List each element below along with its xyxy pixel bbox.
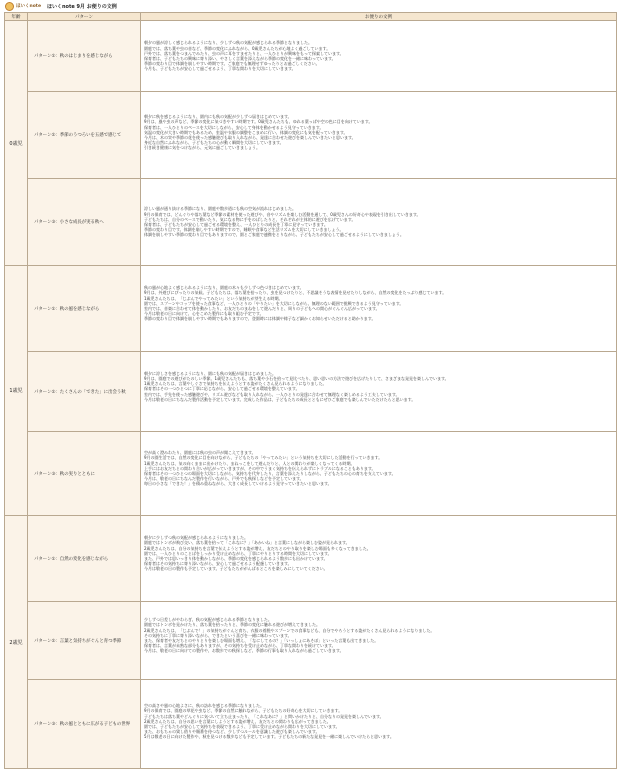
header-pattern: パターン bbox=[28, 13, 141, 21]
table-header-row bbox=[5, 13, 617, 21]
table-row bbox=[5, 179, 617, 266]
logo-icon bbox=[5, 2, 14, 11]
example-line: 園庭ではトンボが飛び交い、落ち葉を拾って「これなに？」「あかいね」と言葉にしながら楽しむ姿が見られます。 bbox=[144, 540, 350, 546]
example-line: 秋の風が心地よく感じられるようになり、園庭の木々も少しずつ色づきはじめています。 bbox=[144, 285, 304, 291]
age-cell: 0歳児 bbox=[5, 21, 28, 266]
example-text bbox=[144, 196, 613, 248]
example-line: 身近な自然にふれながら、子どもたちの心が動く瞬間を大切にしていきます。 bbox=[144, 140, 284, 146]
example-line: 園では、スプーンやコップを使った食事など、一人ひとりの「やりたい」を大切にしながら、無理のない範囲で挑戦できるよう見守っています。 bbox=[144, 300, 404, 306]
example-line: 今月は、敬老の日に向けての製作や、お散歩での秋探しなど、季節の行事も取り入れながら過ごしていきます。 bbox=[144, 648, 344, 654]
example-line: 保育者はその一つひとつに丁寧に応じながら、安心して過ごせる環境を整えています。 bbox=[144, 386, 300, 392]
example-line: 室内では、音楽に合わせて体を動かしたり、お友だちのまねをして遊んだりと、周りの子どもへの関心がぐんぐん広がっています。 bbox=[144, 305, 380, 311]
example-line: 今月も、子どもたちが安心して過ごせるよう、丁寧な関わりを大切にしていきます。 bbox=[144, 66, 296, 72]
example-line: 毎日の小さな「できた！」を積み重ねながら、大きく成長していけるよう見守っていきたいと思います。 bbox=[144, 481, 332, 487]
example-line: 2歳児さんたちは、自分の思いを言葉にしようとする姿が増え、友だちとの関わりも広がってきました。 bbox=[144, 718, 331, 724]
pattern-cell: パターン②：言葉と気持ちがぐんと育つ季節 bbox=[28, 602, 141, 680]
example-text bbox=[144, 366, 613, 418]
pattern-cell: パターン①：自然の変化を感じながら bbox=[28, 516, 141, 602]
example-line: 園では、子どもたちが安心して気持ちを表現できるよう、丁寧に受け止めながら関わりを大切にしています。 bbox=[144, 724, 340, 729]
example-line: 9月の園生活では、自然の変化に目を向けながら、子どもたちの「やってみたい」という気持ちを大切にした活動を行っていきます。 bbox=[144, 455, 383, 461]
table-row bbox=[5, 516, 617, 602]
example-line: 気温の変化が大きい時期でもあるため、室温や衣服の調整をこまめに行い、体調の変化にも気を配っていきます。 bbox=[144, 129, 348, 135]
example-line bbox=[144, 664, 613, 669]
example-line: 9月の保育では、どんぐりや落ち葉など季節の素材を使った遊びや、音やリズムを楽しむ活動を通して、0歳児さんの好奇心や表現を引き出していきます。 bbox=[144, 211, 421, 217]
table-row bbox=[5, 432, 617, 516]
table-row bbox=[5, 92, 617, 179]
example-text-cell bbox=[141, 266, 617, 352]
example-line: 2歳児さんたちは、自分の気持ちを言葉で伝えようとする姿が増え、友だちとのやり取りを楽しむ場面も多くなってきました。 bbox=[144, 545, 371, 551]
example-line: 上手にはお友だちとの関わり合いが広がっていきますが、その中でうまく気持ちを伝えられずにトラブルになることもあります。 bbox=[144, 465, 376, 471]
example-line bbox=[144, 497, 613, 502]
pattern-cell: パターン③：秋の風とともに広がる子どもの世界 bbox=[28, 680, 141, 769]
example-line: 季節の変わり目で体調を崩しやすい時期です。ご家庭でも無理せずゆったりとお過ごしください。 bbox=[144, 61, 320, 67]
example-line: 今月は敬老の日に向けて、心をこめた製作にも取り組む予定です。 bbox=[144, 311, 264, 317]
example-line: 今月は敬老の日にちなんだ製作活動を予定しています。完成した作品は、子どもたちの成長とともにぜひご家庭でも楽しんでいただけたらと思います。 bbox=[144, 396, 416, 402]
example-line: また、おもちゃの貸し借りや順番を待つなど、少しずつルールを意識した遊びも楽しんでいます。 bbox=[144, 729, 320, 735]
example-text bbox=[144, 612, 613, 669]
pattern-cell: パターン①：秋の風を感じながら bbox=[28, 266, 141, 352]
example-line: 5月は敬老の日に向けた製作や、秋を見つける散歩なども予定しています。子どもたちの新たな発見を一緒に楽しんでいけたらと思います。 bbox=[144, 734, 394, 740]
template-table bbox=[4, 12, 617, 769]
example-line bbox=[144, 161, 613, 166]
example-line: 1歳児さんたちは、気の向くままに出かけたり、まねっこをして遊んだりと、人との関わりが楽しくなってくる時期。 bbox=[144, 460, 355, 466]
example-line: 9月は、外遊びにぴったりの気候。子どもたちは、落ち葉を拾ったり、虫を見つけたりと、不思議そうな表情を見せたりしながら、自然の変化をたっぷり感じています。 bbox=[144, 290, 447, 296]
example-line: 9月の保育では、園庭の草花や虫など、季節の自然に触れながら、子どもたちの好奇心を大切にしていきます。 bbox=[144, 708, 343, 714]
example-line: 園では、一人ひとりのことばをしっかり受け止めながら、丁寧にやりとりする時間を大切にしています。 bbox=[144, 550, 332, 556]
example-line: 9月は、風や虫の声など、季節の変化に気づきやすい時期です。0歳児さんたちも、ゆれる葉っぱや空の色に目を向けています。 bbox=[144, 119, 373, 125]
example-line: 引き続き健康に気をつけながら、元気に過ごしていきましょう。 bbox=[144, 145, 260, 151]
example-line bbox=[144, 412, 613, 417]
example-line bbox=[144, 243, 613, 248]
logo-text: ほいくnote bbox=[16, 4, 41, 9]
example-line: 今月は、木の実や季節の花を使った感触遊びも取り入れながら、発達に合わせた遊びを楽しんでいきたいと思います。 bbox=[144, 135, 356, 140]
example-line: 保育者はその一つひとつの場面を大切にしながら、気持ちを代弁したり、言葉を添えたりしながら、子どもたちの心の育ちを支えています。 bbox=[144, 470, 396, 476]
logo bbox=[5, 2, 41, 11]
example-line: 体調を崩しやすい季節の変わり目でもありますので、園とご家庭で連携をとりながら、子どもたちが安心して過ごせるようにしていきましょう。 bbox=[144, 232, 404, 238]
example-text-cell bbox=[141, 602, 617, 680]
example-line bbox=[144, 77, 613, 82]
example-text bbox=[144, 445, 613, 502]
example-line: 季節の変わり目です。体調を崩しやすい時期ですので、睡眠や食事など生活リズムを大切にしていきましょう。 bbox=[144, 227, 344, 233]
example-line: 涼しい風が通り抜ける季節になり、園庭や散歩道にも秋の空気が流れはじめました。 bbox=[144, 206, 296, 212]
example-line: 空の高さや風の心地よさに、秋の訪れを感じる季節になりました。 bbox=[144, 703, 264, 709]
table-row bbox=[5, 352, 617, 432]
example-line: 2歳児さんたちは、「じぶんで！」の気持ちがぐんと育ち、衣服の着脱やスプーンでの食事なども、自分でやろうとする姿がたくさん見られるようになりました。 bbox=[144, 627, 435, 633]
example-line bbox=[144, 745, 613, 750]
example-line: 子どもたちは、自分のペースで動いたり、気になる物に手をのばしたりと、それぞれが主体的に遊びを広げています。 bbox=[144, 216, 356, 222]
example-line: 園庭では、落ち葉や虫の音など、季節の変化にふれながら、0歳児さんたちが心地よく過ごしています。 bbox=[144, 45, 331, 51]
example-line: 空が高く澄みわたり、園庭には秋の虫の声が聞こえてきます。 bbox=[144, 450, 256, 456]
example-text-cell bbox=[141, 21, 617, 92]
example-text-cell bbox=[141, 92, 617, 179]
example-text-cell bbox=[141, 432, 617, 516]
pattern-cell: パターン③：秋の実りとともに bbox=[28, 432, 141, 516]
pattern-cell: パターン②：たくさんの「できた」に出会う秋 bbox=[28, 352, 141, 432]
example-line: 戸外では、落ち葉をつまんでみたり、虫の声に耳をすませたりと、一人ひとりが興味をもって探索しています。 bbox=[144, 50, 344, 56]
example-text-cell bbox=[141, 680, 617, 769]
example-line: 少しずつ日差しがやわらぎ、秋の気配が感じられる季節となりました。 bbox=[144, 617, 272, 623]
age-cell: 2歳児 bbox=[5, 516, 28, 769]
example-line: また、保育者や友だちとのやりとりを楽しむ場面も増え、「なにしてるの？」「いっしょにあそぼ」といった言葉も出てきました。 bbox=[144, 637, 379, 643]
pattern-cell: パターン①：秋のはじまりを感じながら bbox=[28, 21, 141, 92]
example-text bbox=[144, 698, 613, 750]
example-line: 園庭ではトンボを見かけたり、落ち葉を拾ったりと、季節の変化に触れる遊びが増えてきました。 bbox=[144, 622, 320, 628]
example-line: 朝夕に少しずつ秋の気配が感じられるようになりました。 bbox=[144, 535, 248, 541]
example-line bbox=[144, 582, 613, 587]
table-row bbox=[5, 21, 617, 92]
example-line: 朝夕に秋を感じるようになり、園内にも秋の気配が少しずつ届きはじめています。 bbox=[144, 114, 292, 120]
top-bar bbox=[0, 0, 620, 12]
example-line: 今月は敬老の日の製作も予定しています。子どもたちががんばるところを楽しみにしていてください。 bbox=[144, 566, 328, 572]
header-age: 年齢 bbox=[5, 13, 28, 21]
example-text bbox=[144, 280, 613, 337]
example-line: 保育者は、言葉が未熟な部分もありますが、その気持ちを受け止めながら、丁寧な関わりを続けています。 bbox=[144, 643, 336, 649]
age-cell: 1歳児 bbox=[5, 266, 28, 516]
example-line bbox=[144, 332, 613, 337]
example-line: 保育者は、一人ひとりのペースを大切にしながら、安心して身体を動かせるよう見守っていきます。 bbox=[144, 124, 324, 130]
example-text bbox=[144, 30, 613, 82]
example-text-cell bbox=[141, 179, 617, 266]
example-line: 1歳児さんたちは、「じぶんでやってみたい」という気持ちが芽生える時期。 bbox=[144, 295, 283, 301]
table-row bbox=[5, 602, 617, 680]
example-line: 保育者は、子どもたちが安心して過ごせる環境を整え、一人ひとりの成長を丁寧に見守っていきます。 bbox=[144, 222, 328, 227]
example-line: 保育者は、子どもたちの興味に寄り添い、やさしく言葉を添えながら季節の変化を一緒に味わっています。 bbox=[144, 56, 336, 61]
example-line: 子どもたちは落ち葉やどんぐりに気づいて立ち止まったり、「これなあに？」と問いかけたりと、自分なりの発見を楽しんでいます。 bbox=[144, 713, 384, 719]
pattern-cell: パターン③：小さな成長が実る秋へ bbox=[28, 179, 141, 266]
example-text bbox=[144, 104, 613, 166]
example-line: 季節の変わり目で体調を崩しやすい時期でもありますので、登園時には体調や様子など細かくお知らせいただけると助かります。 bbox=[144, 316, 376, 322]
document-title: ほいくnote 9月 お便りの文例 bbox=[47, 3, 117, 10]
example-line: 1歳児さんたちは、言葉やしぐさで気持ちを伝えようとする姿がたくさん見られるようになりました。 bbox=[144, 381, 327, 387]
table-row bbox=[5, 680, 617, 769]
example-line: 朝夕に涼しさを感じるようになり、園にも秋の気配が届きはじめました。 bbox=[144, 370, 276, 376]
example-line: 保育者はその気持ちに寄り添いながら、安心して過ごせるよう配慮していきます。 bbox=[144, 561, 292, 567]
example-line: 朝夕の風が涼しく感じられるようになり、少しずつ秋の気配が感じられる季節となりました。 bbox=[144, 40, 312, 46]
example-line: 室内では、手先を使った感触遊びや、リズム遊びなども取り入れながら、一人ひとりの発達に合わせて無理なく楽しめるよう工夫しています。 bbox=[144, 391, 400, 397]
example-text-cell bbox=[141, 352, 617, 432]
example-line: その気持ちに丁寧に寄り添いながら、できたという喜びを一緒に味わっています。 bbox=[144, 632, 292, 638]
example-line: 9月は、園庭での遊びがたのしい季節。1歳児さんたちも、落ち葉や小石を拾って見比べたり、思い思いの方法で遊びを広げたりして、さまざまな発見を楽しんでいます。 bbox=[144, 375, 449, 381]
pattern-cell: パターン②：季節のうつろいを五感で感じて bbox=[28, 92, 141, 179]
example-text-cell bbox=[141, 516, 617, 602]
example-line: 今月は、敬老の日にちなんだ製作を行いながら、戸外でも秋探しなどを予定しています。 bbox=[144, 476, 304, 482]
example-line: また、戸外では思いっきり体を動かしながら、季節の変化を感じられるよう散歩にも出かけています。 bbox=[144, 555, 328, 561]
table-row bbox=[5, 266, 617, 352]
example-text bbox=[144, 530, 613, 587]
header-example: お便りの文例 bbox=[141, 13, 617, 21]
